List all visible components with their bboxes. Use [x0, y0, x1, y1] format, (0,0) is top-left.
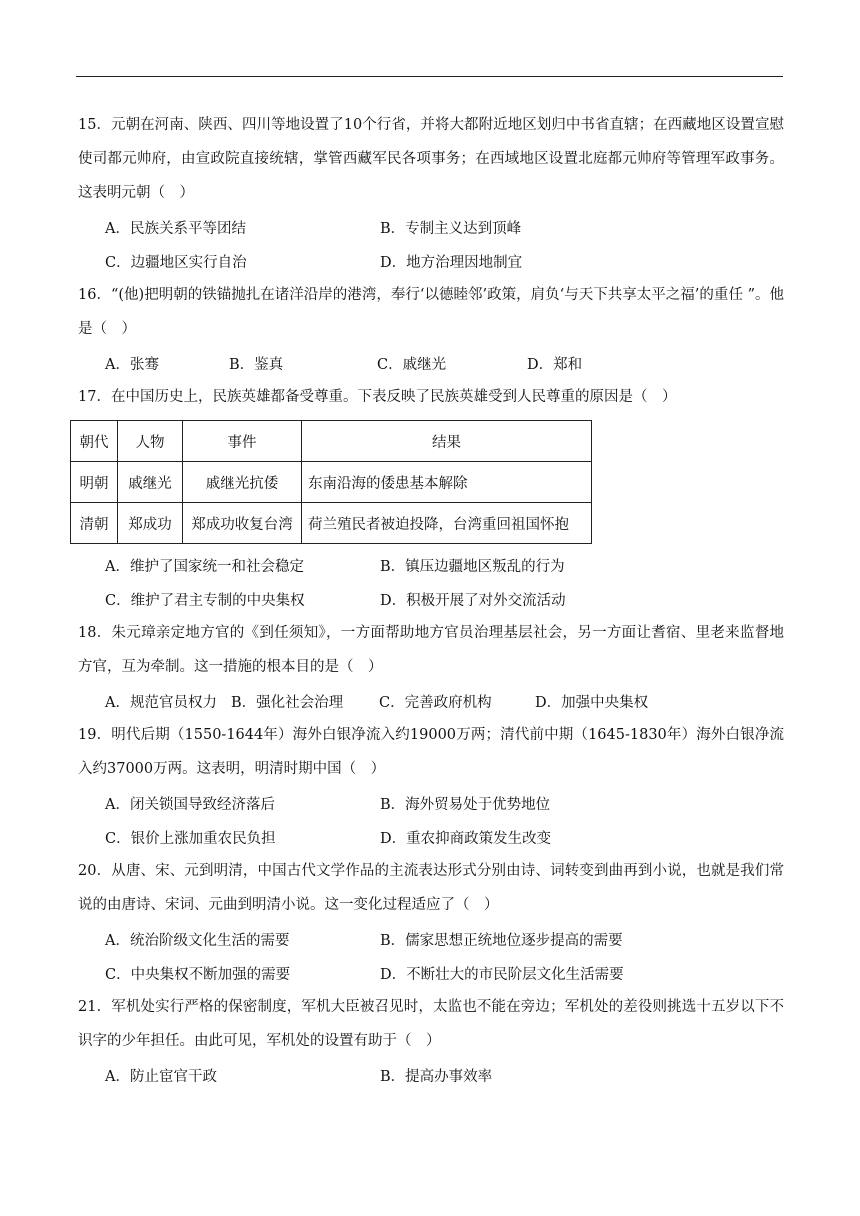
option-d[interactable]: D．加强中央集权 — [535, 694, 649, 711]
question-stem: 21．军机处实行严格的保密制度，军机大臣被召见时，太监也不能在旁边；军机处的差役则挑选十五岁以下不识字的少年担任。由此可见，军机处的设置有助于（ ） — [78, 999, 784, 1049]
question-stem: 15．元朝在河南、陕西、四川等地设置了10个行省，并将大都附近地区划归中书省直辖；在西藏地区设置宣慰使司都元帅府，由宣政院直接统辖，掌管西藏军民各项事务；在西域地区设置北庭都元帅府等管理军政事务。这表明元朝（ ） — [78, 117, 784, 201]
table-header-row — [71, 421, 592, 462]
table-header-cell: 结果 — [302, 421, 592, 462]
option-d[interactable]: D．重农抑商政策发生改变 — [380, 830, 552, 847]
table-header-cell: 朝代 — [71, 421, 118, 462]
option-d[interactable]: D．不断壮大的市民阶层文化生活需要 — [380, 966, 624, 983]
option-b[interactable]: B．专制主义达到顶峰 — [380, 220, 522, 237]
option-row — [78, 1058, 784, 1092]
option-row — [78, 210, 784, 244]
option-d[interactable]: D．郑和 — [527, 356, 583, 373]
table-cell: 郑成功收复台湾 — [183, 503, 302, 544]
option-a[interactable]: A．统治阶级文化生活的需要 — [105, 932, 290, 949]
question-16 — [78, 278, 784, 380]
table-cell: 明朝 — [71, 462, 118, 503]
question-17 — [78, 380, 784, 616]
option-b[interactable]: B．儒家思想正统地位逐步提高的需要 — [380, 932, 623, 949]
option-a[interactable]: A．防止宦官干政 — [105, 1068, 217, 1085]
table-cell: 清朝 — [71, 503, 118, 544]
table-cell: 郑成功 — [118, 503, 183, 544]
option-row — [78, 786, 784, 820]
option-a[interactable]: A．规范官员权力 — [105, 694, 217, 711]
option-row — [78, 548, 784, 582]
option-c[interactable]: C．银价上涨加重农民负担 — [105, 830, 276, 847]
option-row — [78, 244, 784, 278]
option-c[interactable]: C．完善政府机构 — [379, 694, 492, 711]
table-cell: 戚继光抗倭 — [183, 462, 302, 503]
question-stem: 20．从唐、宋、元到明清，中国古代文学作品的主流表达形式分别由诗、词转变到曲再到小说，也就是我们常说的由唐诗、宋词、元曲到明清小说。这一变化过程适应了（ ） — [78, 863, 784, 913]
option-c[interactable]: C．边疆地区实行自治 — [105, 254, 247, 271]
question-stem: 19．明代后期（1550-1644年）海外白银净流入约19000万两；清代前中期（1645-1830年）海外白银净流入约37000万两。这表明，明清时期中国（ ） — [78, 727, 784, 777]
option-row — [78, 956, 784, 990]
option-d[interactable]: D．地方治理因地制宜 — [380, 254, 523, 271]
question-19 — [78, 718, 784, 854]
heroes-table — [70, 420, 592, 544]
option-b[interactable]: B．鉴真 — [229, 356, 284, 373]
option-c[interactable]: C．戚继光 — [377, 356, 447, 373]
option-row — [78, 582, 784, 616]
table-row — [71, 503, 592, 544]
header-rule — [76, 76, 783, 77]
option-b[interactable]: B．提高办事效率 — [380, 1068, 493, 1085]
option-row — [78, 922, 784, 956]
option-b[interactable]: B．镇压边疆地区叛乱的行为 — [380, 558, 565, 575]
option-c[interactable]: C．维护了君主专制的中央集权 — [105, 592, 305, 609]
table-cell: 东南沿海的倭患基本解除 — [302, 462, 592, 503]
table-header-cell: 事件 — [183, 421, 302, 462]
question-list — [78, 108, 784, 1092]
option-d[interactable]: D．积极开展了对外交流活动 — [380, 592, 566, 609]
question-18 — [78, 616, 784, 718]
table-cell: 荷兰殖民者被迫投降，台湾重回祖国怀抱 — [302, 503, 592, 544]
option-b[interactable]: B．海外贸易处于优势地位 — [380, 796, 551, 813]
question-21 — [78, 990, 784, 1092]
table-header-cell: 人物 — [118, 421, 183, 462]
option-a[interactable]: A．张骞 — [105, 356, 159, 373]
question-stem: 18．朱元璋亲定地方官的《到任须知》，一方面帮助地方官员治理基层社会，另一方面让耆宿、里老来监督地方官，互为牵制。这一措施的根本目的是（ ） — [78, 625, 784, 675]
option-a[interactable]: A．闭关锁国导致经济落后 — [105, 796, 275, 813]
question-15 — [78, 108, 784, 278]
table-cell: 戚继光 — [118, 462, 183, 503]
question-stem: 16．“(他)把明朝的铁锚抛扎在诸洋沿岸的港湾，奉行‘以德睦邻’政策，肩负‘与天下共享太平之福’的重任 ”。他是（ ） — [78, 287, 784, 337]
option-c[interactable]: C．中央集权不断加强的需要 — [105, 966, 291, 983]
option-b[interactable]: B．强化社会治理 — [231, 694, 344, 711]
question-20 — [78, 854, 784, 990]
option-a[interactable]: A．民族关系平等团结 — [105, 220, 246, 237]
option-a[interactable]: A．维护了国家统一和社会稳定 — [105, 558, 304, 575]
option-row — [78, 346, 784, 380]
option-row — [78, 820, 784, 854]
table-row — [71, 462, 592, 503]
question-stem: 17．在中国历史上，民族英雄都备受尊重。下表反映了民族英雄受到人民尊重的原因是（ ） — [78, 389, 677, 405]
option-row — [78, 684, 784, 718]
